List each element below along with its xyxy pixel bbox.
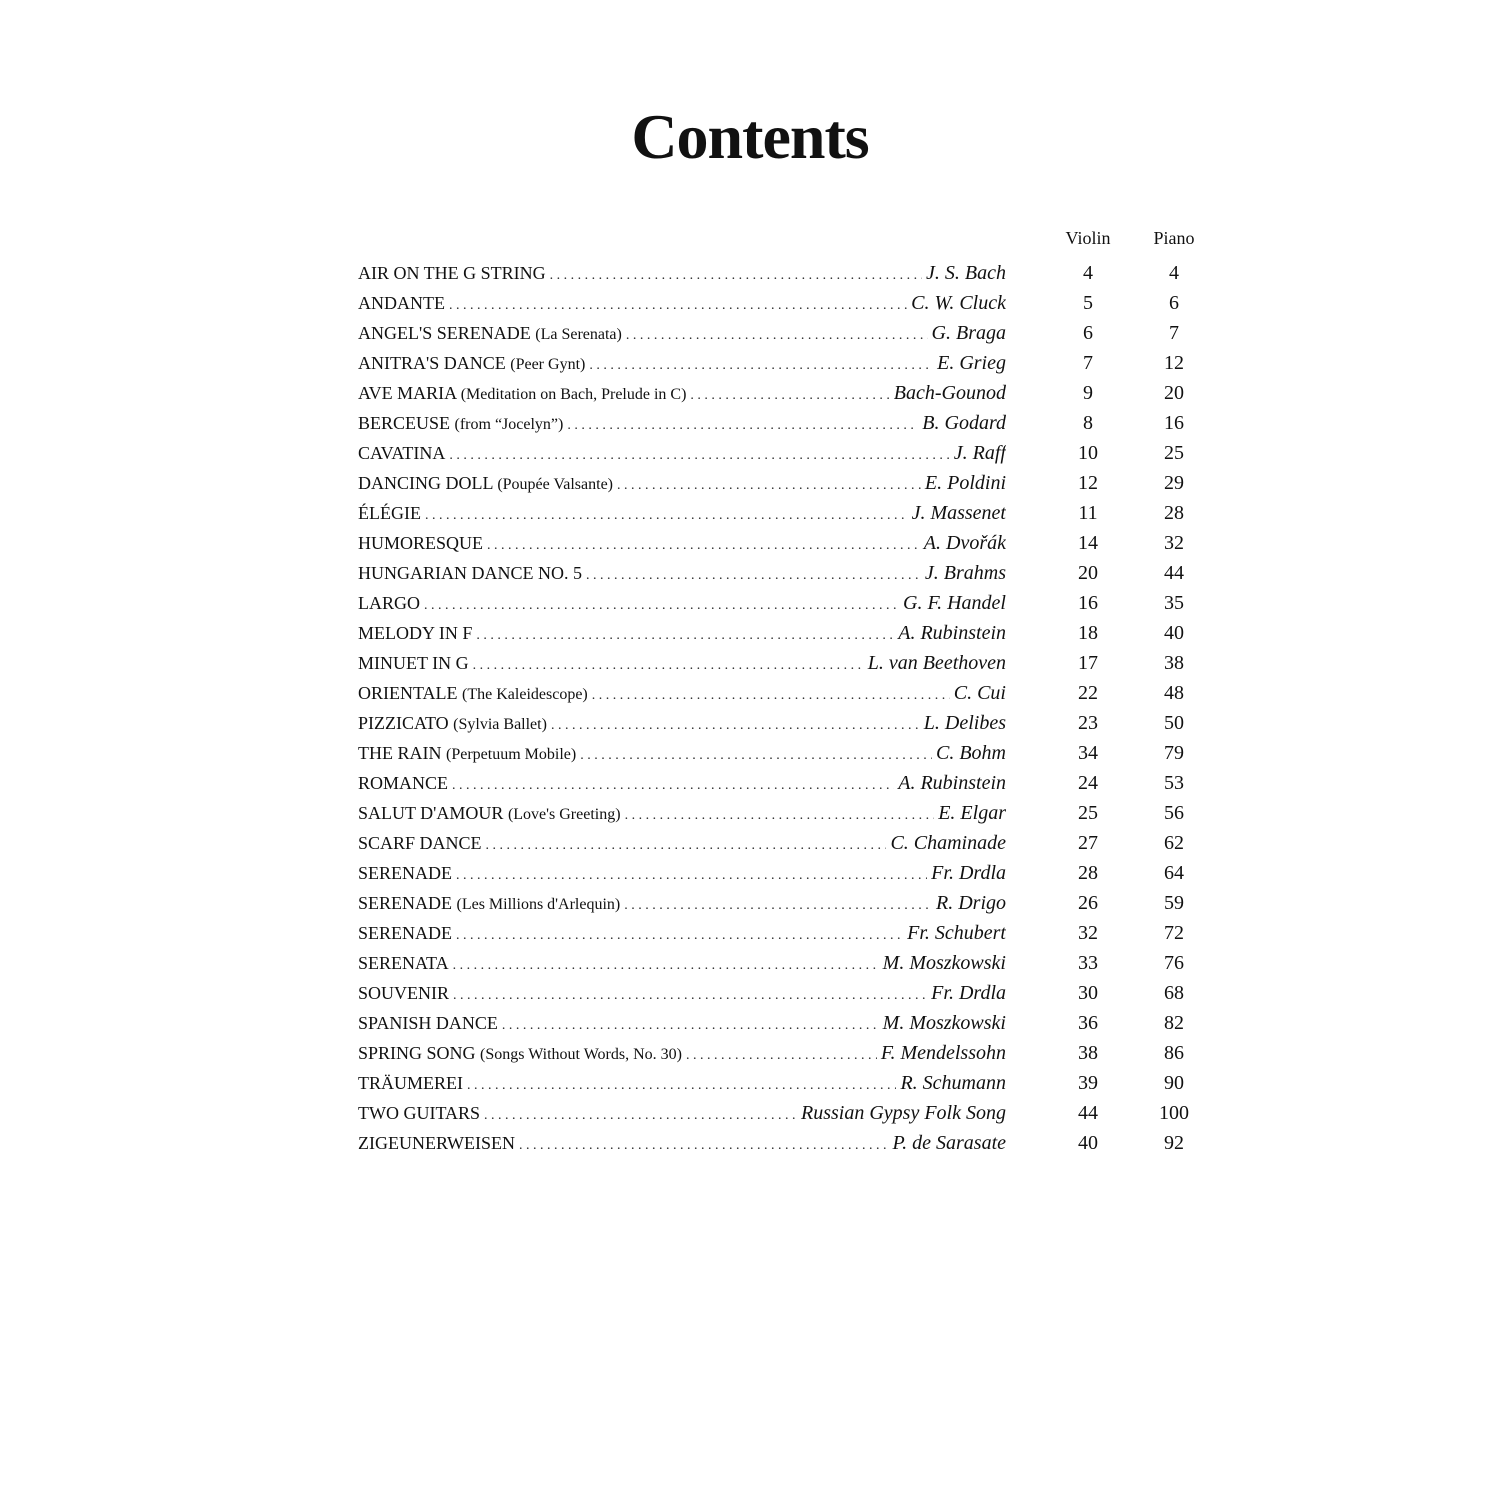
dot-leader bbox=[502, 1011, 879, 1038]
composer-name: E. Poldini bbox=[924, 472, 1006, 494]
piece-subtitle: (Perpetuum Mobile) bbox=[446, 746, 577, 763]
piece-subtitle: (La Serenata) bbox=[535, 326, 622, 343]
piece-title bbox=[358, 1098, 480, 1128]
piece-title bbox=[358, 828, 482, 858]
piece-title bbox=[358, 888, 620, 918]
piano-page-number: 16 bbox=[1164, 412, 1184, 434]
entry-title-line bbox=[358, 378, 1006, 408]
piano-page-number: 92 bbox=[1164, 1132, 1184, 1154]
dot-leader bbox=[487, 531, 920, 558]
piano-page-number: 20 bbox=[1164, 382, 1184, 404]
piece-name: SOUVENIR bbox=[358, 983, 450, 1003]
piano-page-number: 48 bbox=[1164, 682, 1184, 704]
piece-name: AIR ON THE G STRING bbox=[358, 263, 546, 283]
dot-leader bbox=[690, 381, 889, 408]
contents-entry bbox=[358, 498, 1218, 528]
entry-title-line bbox=[358, 528, 1006, 558]
violin-page-number: 17 bbox=[1078, 652, 1098, 674]
composer-name: P. de Sarasate bbox=[892, 1132, 1006, 1154]
dot-leader bbox=[686, 1041, 877, 1068]
entry-title-line bbox=[358, 888, 1006, 918]
piece-name: HUMORESQUE bbox=[358, 533, 484, 553]
violin-page-number: 14 bbox=[1078, 532, 1098, 554]
piano-page-number: 6 bbox=[1169, 292, 1179, 314]
piece-title bbox=[358, 1008, 498, 1038]
entry-title-line bbox=[358, 498, 1006, 528]
violin-page-number: 8 bbox=[1083, 412, 1093, 434]
piece-title bbox=[358, 678, 588, 708]
piece-name: ROMANCE bbox=[358, 773, 449, 793]
violin-page-number: 16 bbox=[1078, 592, 1098, 614]
dot-leader bbox=[625, 801, 935, 828]
entry-title-line bbox=[358, 618, 1006, 648]
entry-title-line bbox=[358, 258, 1006, 288]
contents-entry bbox=[358, 618, 1218, 648]
dot-leader bbox=[551, 711, 920, 738]
contents-entry bbox=[358, 978, 1218, 1008]
contents-entry bbox=[358, 1038, 1218, 1068]
piano-page-number: 82 bbox=[1164, 1012, 1184, 1034]
violin-page-number: 5 bbox=[1083, 292, 1093, 314]
violin-page-number: 38 bbox=[1078, 1042, 1098, 1064]
contents-entry bbox=[358, 528, 1218, 558]
contents-entry bbox=[358, 1068, 1218, 1098]
piece-name: TWO GUITARS bbox=[358, 1103, 481, 1123]
piece-name: ANDANTE bbox=[358, 293, 445, 313]
composer-name: R. Schumann bbox=[900, 1072, 1006, 1094]
composer-name: Fr. Drdla bbox=[931, 982, 1006, 1004]
violin-page-number: 26 bbox=[1078, 892, 1098, 914]
piece-title bbox=[358, 798, 621, 828]
contents-entry bbox=[358, 1098, 1218, 1128]
composer-name: F. Mendelssohn bbox=[880, 1042, 1006, 1064]
violin-page-number: 24 bbox=[1078, 772, 1098, 794]
piece-title bbox=[358, 1038, 682, 1068]
piece-name: SCARF DANCE bbox=[358, 833, 482, 853]
piece-title bbox=[358, 918, 452, 948]
piece-name: TRÄUMEREI bbox=[358, 1073, 463, 1093]
piece-title bbox=[358, 708, 547, 738]
piano-page-number: 12 bbox=[1164, 352, 1184, 374]
composer-name: R. Drigo bbox=[936, 892, 1006, 914]
violin-page-number: 10 bbox=[1078, 442, 1098, 464]
composer-name: G. F. Handel bbox=[903, 592, 1006, 614]
violin-page-number: 40 bbox=[1078, 1132, 1098, 1154]
dot-leader bbox=[567, 411, 918, 438]
piece-title bbox=[358, 1128, 515, 1158]
entry-title-line bbox=[358, 648, 1006, 678]
piano-page-number: 7 bbox=[1169, 322, 1179, 344]
dot-leader bbox=[467, 1071, 896, 1098]
piece-name: CAVATINA bbox=[358, 443, 446, 463]
dot-leader bbox=[449, 291, 907, 318]
composer-name: Fr. Drdla bbox=[931, 862, 1006, 884]
dot-leader bbox=[456, 861, 927, 888]
entry-title-line bbox=[358, 918, 1006, 948]
dot-leader bbox=[624, 891, 932, 918]
piano-page-number: 100 bbox=[1159, 1102, 1189, 1124]
contents-entry bbox=[358, 888, 1218, 918]
violin-page-number: 4 bbox=[1083, 262, 1093, 284]
piece-name: ZIGEUNERWEISEN bbox=[358, 1133, 515, 1153]
violin-column-header: Violin bbox=[1065, 228, 1111, 248]
piece-name: DANCING DOLL bbox=[358, 473, 493, 493]
composer-name: J. S. Bach bbox=[926, 262, 1006, 284]
piece-subtitle: (Poupée Valsante) bbox=[497, 476, 613, 493]
entry-title-line bbox=[358, 678, 1006, 708]
violin-page-number: 33 bbox=[1078, 952, 1098, 974]
piano-page-number: 79 bbox=[1164, 742, 1184, 764]
piece-name: BERCEUSE bbox=[358, 413, 451, 433]
contents-entry bbox=[358, 1128, 1218, 1158]
contents-entry bbox=[358, 738, 1218, 768]
entry-title-line bbox=[358, 318, 1006, 348]
composer-name: A. Rubinstein bbox=[898, 622, 1006, 644]
violin-page-number: 27 bbox=[1078, 832, 1098, 854]
dot-leader bbox=[452, 771, 894, 798]
piano-page-number: 28 bbox=[1164, 502, 1184, 524]
piece-name: THE RAIN bbox=[358, 743, 442, 763]
piece-subtitle: (Peer Gynt) bbox=[510, 356, 586, 373]
composer-name: A. Dvořák bbox=[923, 532, 1006, 554]
contents-entry bbox=[358, 468, 1218, 498]
composer-name: A. Rubinstein bbox=[898, 772, 1006, 794]
piano-page-number: 50 bbox=[1164, 712, 1184, 734]
composer-name: M. Moszkowski bbox=[882, 1012, 1006, 1034]
entry-title-line bbox=[358, 1038, 1006, 1068]
composer-name: J. Massenet bbox=[911, 502, 1006, 524]
dot-leader bbox=[456, 921, 903, 948]
entry-title-line bbox=[358, 468, 1006, 498]
piece-title bbox=[358, 618, 472, 648]
piano-page-number: 86 bbox=[1164, 1042, 1184, 1064]
piece-title bbox=[358, 348, 585, 378]
piano-page-number: 59 bbox=[1164, 892, 1184, 914]
contents-entry bbox=[358, 318, 1218, 348]
piece-title bbox=[358, 768, 448, 798]
contents-entry bbox=[358, 588, 1218, 618]
composer-name: E. Grieg bbox=[937, 352, 1006, 374]
violin-page-number: 36 bbox=[1078, 1012, 1098, 1034]
contents-entry bbox=[358, 828, 1218, 858]
piano-page-number: 32 bbox=[1164, 532, 1184, 554]
dot-leader bbox=[550, 261, 922, 288]
composer-name: Russian Gypsy Folk Song bbox=[801, 1102, 1006, 1124]
dot-leader bbox=[519, 1131, 889, 1158]
piece-title bbox=[358, 258, 546, 288]
composer-name: M. Moszkowski bbox=[882, 952, 1006, 974]
dot-leader bbox=[486, 831, 887, 858]
contents-entry bbox=[358, 558, 1218, 588]
contents-entry bbox=[358, 258, 1218, 288]
contents-entry bbox=[358, 438, 1218, 468]
entry-title-line bbox=[358, 588, 1006, 618]
piano-page-number: 29 bbox=[1164, 472, 1184, 494]
composer-name: B. Godard bbox=[922, 412, 1006, 434]
piece-title bbox=[358, 648, 469, 678]
contents-entry bbox=[358, 678, 1218, 708]
composer-name: G. Braga bbox=[931, 322, 1006, 344]
piece-title bbox=[358, 978, 449, 1008]
violin-page-number: 25 bbox=[1078, 802, 1098, 824]
piano-page-number: 90 bbox=[1164, 1072, 1184, 1094]
dot-leader bbox=[473, 651, 864, 678]
contents-entry bbox=[358, 408, 1218, 438]
dot-leader bbox=[626, 321, 928, 348]
entry-title-line bbox=[358, 558, 1006, 588]
piano-page-number: 4 bbox=[1169, 262, 1179, 284]
contents-entry bbox=[358, 378, 1218, 408]
piano-page-number: 44 bbox=[1164, 562, 1184, 584]
violin-page-number: 7 bbox=[1083, 352, 1093, 374]
piece-name: SPANISH DANCE bbox=[358, 1013, 498, 1033]
piece-title bbox=[358, 408, 563, 438]
violin-page-number: 9 bbox=[1083, 382, 1093, 404]
dot-leader bbox=[580, 741, 932, 768]
violin-page-number: 28 bbox=[1078, 862, 1098, 884]
piece-title bbox=[358, 948, 449, 978]
composer-name: L. Delibes bbox=[923, 712, 1006, 734]
piano-column-header: Piano bbox=[1153, 228, 1195, 248]
entry-title-line bbox=[358, 288, 1006, 318]
composer-name: C. Bohm bbox=[936, 742, 1006, 764]
piece-title bbox=[358, 1068, 463, 1098]
composer-name: C. W. Cluck bbox=[911, 292, 1006, 314]
violin-page-number: 20 bbox=[1078, 562, 1098, 584]
violin-page-number: 23 bbox=[1078, 712, 1098, 734]
piece-title bbox=[358, 738, 576, 768]
piano-page-number: 25 bbox=[1164, 442, 1184, 464]
dot-leader bbox=[424, 591, 899, 618]
violin-page-number: 34 bbox=[1078, 742, 1098, 764]
piece-subtitle: (The Kaleidescope) bbox=[462, 686, 588, 703]
piece-subtitle: (Sylvia Ballet) bbox=[453, 716, 547, 733]
composer-name: C. Chaminade bbox=[890, 832, 1006, 854]
dot-leader bbox=[617, 471, 921, 498]
piano-page-number: 68 bbox=[1164, 982, 1184, 1004]
contents-entry bbox=[358, 288, 1218, 318]
entry-title-line bbox=[358, 948, 1006, 978]
piece-title bbox=[358, 438, 445, 468]
dot-leader bbox=[592, 681, 950, 708]
entry-title-line bbox=[358, 438, 1006, 468]
piece-subtitle: (Love's Greeting) bbox=[507, 806, 621, 823]
piece-title bbox=[358, 318, 622, 348]
piece-name: SALUT D'AMOUR bbox=[358, 803, 504, 823]
dot-leader bbox=[586, 561, 921, 588]
contents-list bbox=[358, 258, 1218, 1158]
piece-title bbox=[358, 558, 582, 588]
contents-entry bbox=[358, 858, 1218, 888]
piece-name: SERENADE bbox=[358, 863, 452, 883]
piece-name: HUNGARIAN DANCE NO. 5 bbox=[358, 563, 582, 583]
contents-entry bbox=[358, 768, 1218, 798]
composer-name: C. Cui bbox=[953, 682, 1006, 704]
entry-title-line bbox=[358, 1128, 1006, 1158]
piece-name: SPRING SONG bbox=[358, 1043, 476, 1063]
piano-page-number: 64 bbox=[1164, 862, 1184, 884]
piece-title bbox=[358, 588, 420, 618]
composer-name: J. Brahms bbox=[924, 562, 1006, 584]
piece-title bbox=[358, 378, 686, 408]
piano-page-number: 76 bbox=[1164, 952, 1184, 974]
piece-name: LARGO bbox=[358, 593, 420, 613]
page-title: Contents bbox=[631, 101, 869, 172]
piece-subtitle: (from “Jocelyn”) bbox=[454, 416, 564, 433]
dot-leader bbox=[476, 621, 894, 648]
violin-page-number: 6 bbox=[1083, 322, 1093, 344]
entry-title-line bbox=[358, 798, 1006, 828]
entry-title-line bbox=[358, 738, 1006, 768]
piece-title bbox=[358, 468, 613, 498]
composer-name: J. Raff bbox=[953, 442, 1006, 464]
entry-title-line bbox=[358, 348, 1006, 378]
piece-title bbox=[358, 498, 421, 528]
contents-entry bbox=[358, 708, 1218, 738]
composer-name: Bach-Gounod bbox=[893, 382, 1006, 404]
piece-name: AVE MARIA bbox=[358, 383, 457, 403]
dot-leader bbox=[449, 441, 949, 468]
piece-subtitle: (Songs Without Words, No. 30) bbox=[480, 1046, 682, 1063]
violin-page-number: 11 bbox=[1078, 502, 1098, 524]
piano-page-number: 62 bbox=[1164, 832, 1184, 854]
contents-entry bbox=[358, 348, 1218, 378]
composer-name: Fr. Schubert bbox=[907, 922, 1006, 944]
violin-page-number: 30 bbox=[1078, 982, 1098, 1004]
piano-page-number: 40 bbox=[1164, 622, 1184, 644]
contents-entry bbox=[358, 1008, 1218, 1038]
piece-name: ANGEL'S SERENADE bbox=[358, 323, 531, 343]
piece-subtitle: (Les Millions d'Arlequin) bbox=[456, 896, 621, 913]
piano-page-number: 38 bbox=[1164, 652, 1184, 674]
piece-name: SERENADE bbox=[358, 923, 452, 943]
piano-page-number: 53 bbox=[1164, 772, 1184, 794]
violin-page-number: 32 bbox=[1078, 922, 1098, 944]
violin-page-number: 39 bbox=[1078, 1072, 1098, 1094]
entry-title-line bbox=[358, 708, 1006, 738]
contents-entry bbox=[358, 918, 1218, 948]
entry-title-line bbox=[358, 1008, 1006, 1038]
piano-page-number: 72 bbox=[1164, 922, 1184, 944]
piece-name: PIZZICATO bbox=[358, 713, 449, 733]
dot-leader bbox=[453, 951, 879, 978]
composer-name: E. Elgar bbox=[938, 802, 1006, 824]
piece-name: SERENADE bbox=[358, 893, 452, 913]
entry-title-line bbox=[358, 978, 1006, 1008]
entry-title-line bbox=[358, 858, 1006, 888]
piece-title bbox=[358, 858, 452, 888]
violin-page-number: 22 bbox=[1078, 682, 1098, 704]
dot-leader bbox=[484, 1101, 797, 1128]
violin-page-number: 44 bbox=[1078, 1102, 1098, 1124]
violin-page-number: 18 bbox=[1078, 622, 1098, 644]
entry-title-line bbox=[358, 828, 1006, 858]
dot-leader bbox=[453, 981, 927, 1008]
entry-title-line bbox=[358, 1068, 1006, 1098]
piece-name: ÉLÉGIE bbox=[358, 503, 421, 523]
entry-title-line bbox=[358, 768, 1006, 798]
contents-entry bbox=[358, 948, 1218, 978]
piece-title bbox=[358, 528, 483, 558]
dot-leader bbox=[589, 351, 933, 378]
entry-title-line bbox=[358, 1098, 1006, 1128]
piece-title bbox=[358, 288, 445, 318]
composer-name: L. van Beethoven bbox=[867, 652, 1006, 674]
dot-leader bbox=[425, 501, 908, 528]
contents-entry bbox=[358, 798, 1218, 828]
piano-page-number: 56 bbox=[1164, 802, 1184, 824]
piano-page-number: 35 bbox=[1164, 592, 1184, 614]
piece-name: SERENATA bbox=[358, 953, 449, 973]
piece-name: MELODY IN F bbox=[358, 623, 473, 643]
piece-name: ANITRA'S DANCE bbox=[358, 353, 506, 373]
piece-subtitle: (Meditation on Bach, Prelude in C) bbox=[460, 386, 687, 403]
entry-title-line bbox=[358, 408, 1006, 438]
piece-name: MINUET IN G bbox=[358, 653, 469, 673]
contents-entry bbox=[358, 648, 1218, 678]
piece-name: ORIENTALE bbox=[358, 683, 458, 703]
violin-page-number: 12 bbox=[1078, 472, 1098, 494]
